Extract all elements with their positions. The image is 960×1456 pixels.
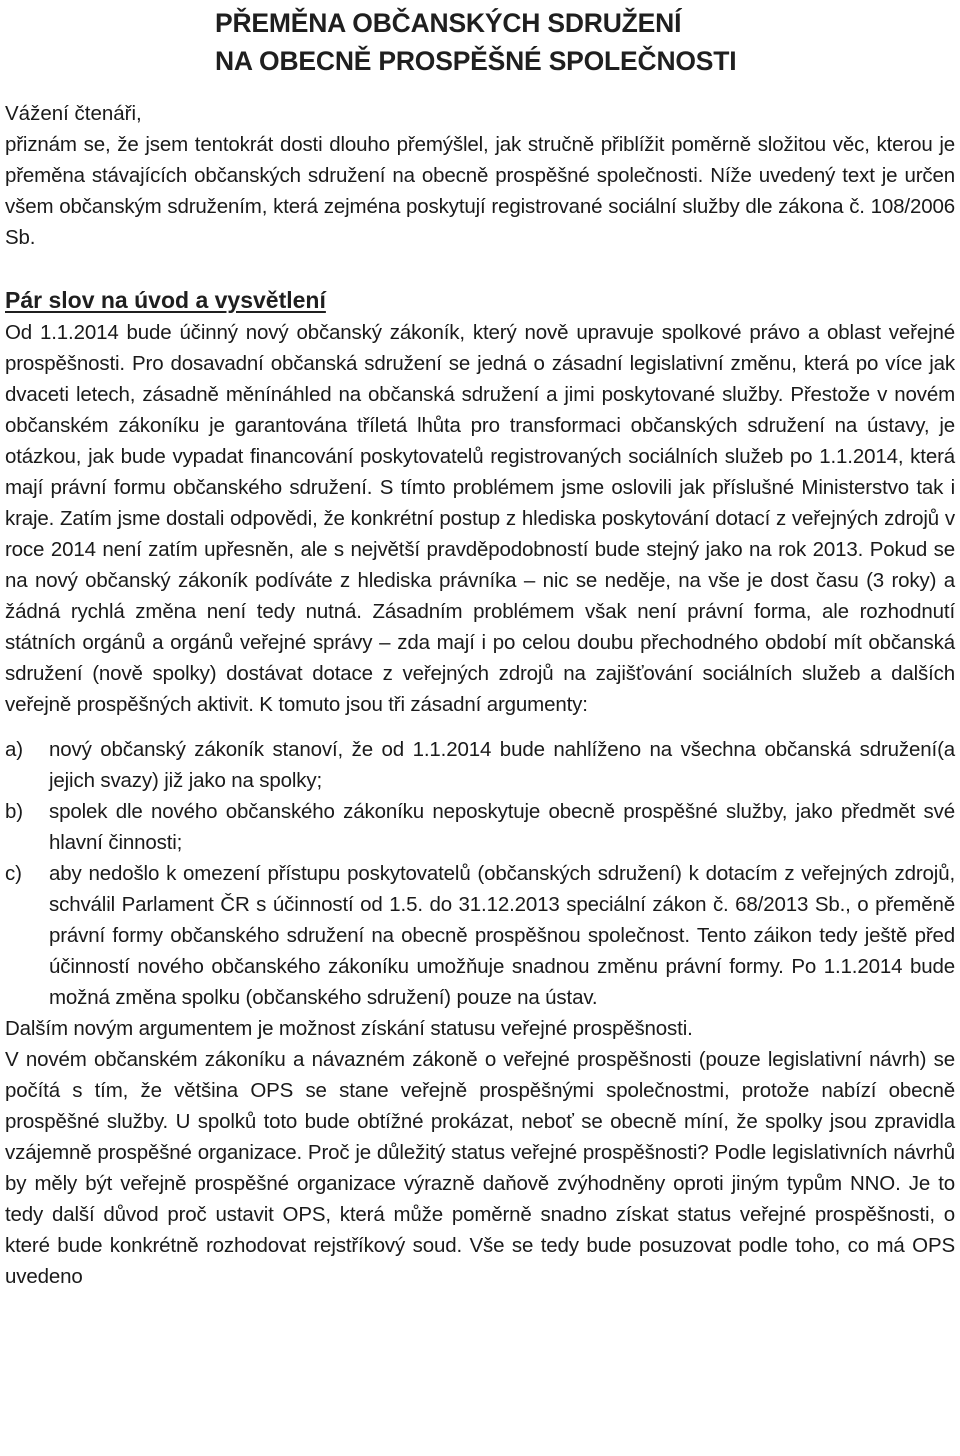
list-marker: c) (5, 862, 22, 885)
arguments-list (5, 734, 955, 1013)
list-item-text: spolek dle nového občanského zákoníku neposkytuje obecně prospěšné služby, jako předmět své hlavní činnosti; (49, 800, 955, 854)
greeting: Vážení čtenáři, (5, 102, 142, 125)
title-line-1: PŘEMĚNA OBČANSKÝCH SDRUŽENÍ (215, 8, 682, 38)
list-marker: b) (5, 800, 23, 823)
document-title (5, 0, 955, 80)
list-marker: a) (5, 738, 23, 761)
intro-paragraph: přiznám se, že jsem tentokrát dosti dlouho přemýšlel, jak stručně přiblížit poměrně složitou věc, kterou je přeměna stávajících občanských sdružení na obecně prospěšné společnosti. Níže uvedený text je určen všem občanským sdružením, která zejména poskytují registrované sociální služby dle zákona č. 108/2006 Sb. (5, 133, 955, 249)
list-item (5, 796, 955, 858)
list-item-text: nový občanský zákoník stanoví, že od 1.1.2014 bude nahlíženo na všechna občanská sdružení(a jejich svazy) již jako na spolky; (49, 738, 955, 792)
list-item (5, 734, 955, 796)
document-page (5, 0, 955, 1292)
closing-paragraph: V novém občanském zákoníku a návazném zákoně o veřejné prospěšnosti (pouze legislativní návrh) se počítá s tím, že většina OPS se stane veřejně prospěšnými společnostmi, protože nabízí obecně prospěšné služby. U spolků toto bude obtížné prokázat, neboť se obecně míní, že spolky jsou zpravidla vzájemně prospěšné organizace. Proč je důležitý status veřejné prospěšnosti? Podle legislativních návrhů by měly být veřejně prospěšné organizace výrazně daňově zvýhodněny oproti jiným typům NNO. Je to tedy další důvod proč ustavit OPS, která může poměrně snadno získat status veřejné prospěšnosti, o které bude konkrétně rozhodovat rejstříkový soud. Vše se tedy bude posuzovat podle toho, co má OPS uvedeno (5, 1048, 955, 1288)
section-heading: Pár slov na úvod a vysvětlení (5, 287, 326, 313)
list-item-text: aby nedošlo k omezení přístupu poskytovatelů (občanských sdružení) k dotacím z veřejných zdrojů, schválil Parlament ČR s účinností od 1.5. do 31.12.2013 speciální zákon č. 68/2013 Sb., o přeměně právní formy občanského sdružení na obecně prospěšnou společnost. Tento záikon tedy ještě před účinností nového občanského zákoníku umožňuje snadnou změnu právní formy. Po 1.1.2014 bude možná změna spolku (občanského sdružení) pouze na ústav. (49, 862, 955, 1009)
list-item (5, 858, 955, 1013)
title-line-2: NA OBECNĚ PROSPĚŠNÉ SPOLEČNOSTI (215, 46, 737, 76)
section-paragraph: Od 1.1.2014 bude účinný nový občanský zákoník, který nově upravuje spolkové právo a oblast veřejné prospěšnosti. Pro dosavadní občanská sdružení se jedná o zásadní legislativní změnu, která po více jak dvaceti letech, zásadně měnínáhled na občanská sdružení a jimi poskytované služby. Přestože v novém občanském zákoníku je garantována tříletá lhůta pro transformaci občanských sdružení na ústavy, je otázkou, jak bude vypadat financování poskytovatelů registrovaných sociálních služeb po 1.1.2014, která mají právní formu občanského sdružení. S tímto problémem jsme oslovili jak příslušné Ministerstvo tak i kraje. Zatím jsme dostali odpovědi, že konkrétní postup z hlediska poskytování dotací z veřejných zdrojů v roce 2014 není zatím upřesněn, ale s největší pravděpodobností bude stejný jako na rok 2013. Pokud se na nový občanský zákoník podíváte z hlediska právníka – nic se neděje, na vše je dost času (3 roky) a žádná rychlá změna není tedy nutná. Zásadním problémem však není právní forma, ale rozhodnutí státních orgánů a orgánů veřejné správy – zda mají i po celou doubu přechodného období mít občanská sdružení (nově spolky) dostávat dotace z veřejných zdrojů na zajišťování sociálních služeb a dalších veřejně prospěšných aktivit. K tomuto jsou tři zásadní argumenty: (5, 321, 955, 716)
closing-line: Dalším novým argumentem je možnost získání statusu veřejné prospěšnosti. (5, 1017, 693, 1040)
